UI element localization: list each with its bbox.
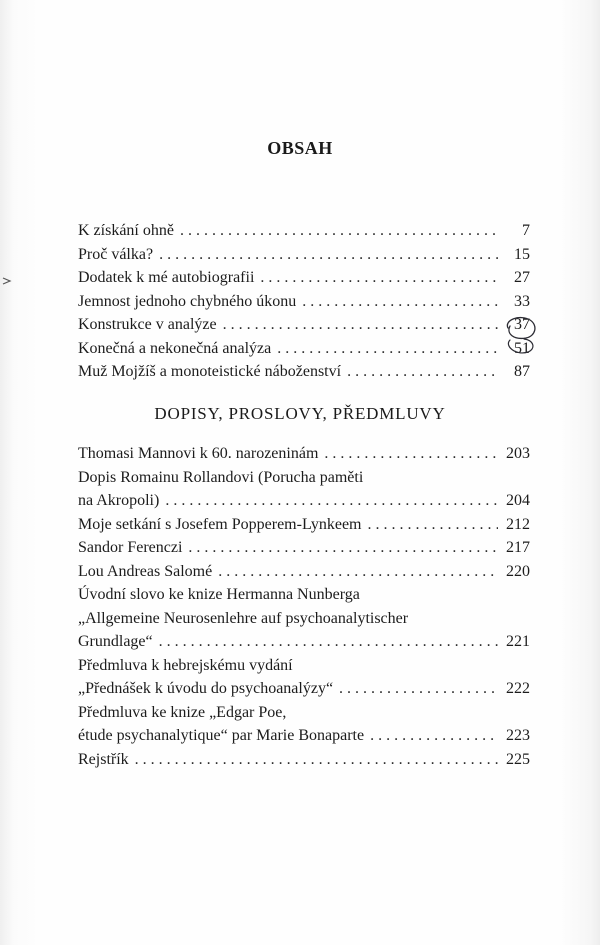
- toc-entry: [78, 630, 530, 654]
- toc-entry-page: 51: [514, 339, 530, 357]
- margin-mark-icon: [2, 276, 12, 286]
- toc-entry-page: 87: [514, 363, 530, 380]
- toc-entry-title: Lou Andreas Salomé: [78, 562, 213, 580]
- toc-entry-title-line: Předmluva ke knize „Edgar Poe,: [78, 703, 287, 721]
- toc-entry-title: Sandor Ferenczi: [78, 539, 183, 556]
- toc-entry: [78, 560, 530, 584]
- toc-entry-title: Dodatek k mé autobiografii: [78, 269, 255, 286]
- toc-entry-page: 27: [514, 269, 530, 286]
- toc-entry: [78, 266, 530, 290]
- toc-entry: [78, 442, 530, 466]
- toc-entry-title: étude psychanalytique“ par Marie Bonaparte: [78, 727, 365, 744]
- dot-leader: [324, 442, 498, 466]
- dot-leader: [339, 677, 498, 701]
- dot-leader: [180, 219, 498, 243]
- toc-entry: [78, 489, 530, 513]
- dot-leader: [368, 513, 499, 537]
- toc-entry-title: Rejstřík: [78, 750, 129, 768]
- toc-entry: [78, 337, 530, 361]
- toc-entry-page: 222: [506, 680, 530, 697]
- toc-entry: [78, 290, 530, 314]
- toc-entry-title: Moje setkání s Josefem Popperem-Lynkeem: [78, 515, 362, 533]
- dot-leader: [135, 748, 498, 772]
- toc-entry-page: 220: [506, 562, 530, 580]
- toc-entry: [78, 536, 530, 560]
- toc-entry-page: 221: [506, 633, 530, 650]
- dot-leader: [159, 243, 498, 267]
- dot-leader: [260, 266, 498, 290]
- toc-letters-list: [78, 442, 530, 771]
- page-title: OBSAH: [267, 138, 333, 158]
- toc-entry-title: Konečná a nekonečná analýza: [78, 339, 272, 357]
- dot-leader: [302, 290, 498, 314]
- toc-entry-page: 212: [506, 515, 530, 533]
- toc-entry: [78, 219, 530, 243]
- toc-entry: [78, 360, 530, 384]
- toc-entry-title: K získání ohně: [78, 222, 174, 239]
- toc-entry-title-line: Předmluva k hebrejskému vydání: [78, 656, 293, 674]
- dot-leader: [223, 313, 498, 337]
- dot-leader: [159, 630, 498, 654]
- section-heading: DOPISY, PROSLOVY, PŘEDMLUVY: [154, 404, 446, 423]
- toc-entry-title: Jemnost jednoho chybného úkonu: [78, 292, 297, 310]
- toc-entry-page: 33: [514, 292, 530, 310]
- toc-entry-page: 203: [506, 445, 530, 462]
- toc-entry-page: 204: [506, 492, 530, 509]
- toc-entry-title-line: Dopis Romainu Rollandovi (Porucha paměti: [78, 468, 364, 486]
- dot-leader: [370, 724, 498, 748]
- toc-entry-title: na Akropoli): [78, 492, 160, 509]
- toc-entry-title-line: „Allgemeine Neurosenlehre auf psychoanalytischer: [78, 609, 409, 627]
- toc-entry-page: 225: [506, 750, 530, 768]
- toc-entry-page: 15: [514, 245, 530, 263]
- dot-leader: [188, 536, 498, 560]
- toc-entry-page: 217: [506, 539, 530, 556]
- toc-entry-title: „Přednášek k úvodu do psychoanalýzy“: [78, 680, 334, 697]
- dot-leader: [165, 489, 498, 513]
- toc-entry: [78, 677, 530, 701]
- toc-entry-title: Thomasi Mannovi k 60. narozeninám: [78, 445, 319, 462]
- toc-entry-title: Proč válka?: [78, 245, 154, 263]
- toc-entry-title: Grundlage“: [78, 633, 153, 650]
- dot-leader: [347, 360, 498, 384]
- dot-leader: [218, 560, 498, 584]
- toc-entry: [78, 748, 530, 772]
- toc-entry-title: Konstrukce v analýze: [78, 316, 217, 333]
- toc-entry: [78, 243, 530, 267]
- toc-entry-page: 223: [506, 727, 530, 744]
- toc-entry: [78, 724, 530, 748]
- toc-entry: [78, 513, 530, 537]
- dot-leader: [277, 337, 498, 361]
- toc-entry: [78, 313, 530, 337]
- toc-entry-page: 7: [522, 222, 530, 239]
- toc-entry-title: Muž Mojžíš a monoteistické náboženství: [78, 363, 342, 380]
- toc-entry-title-line: Úvodní slovo ke knize Hermanna Nunberga: [78, 586, 360, 603]
- toc-main-list: [78, 219, 530, 384]
- toc-entry-page: 37: [514, 316, 530, 333]
